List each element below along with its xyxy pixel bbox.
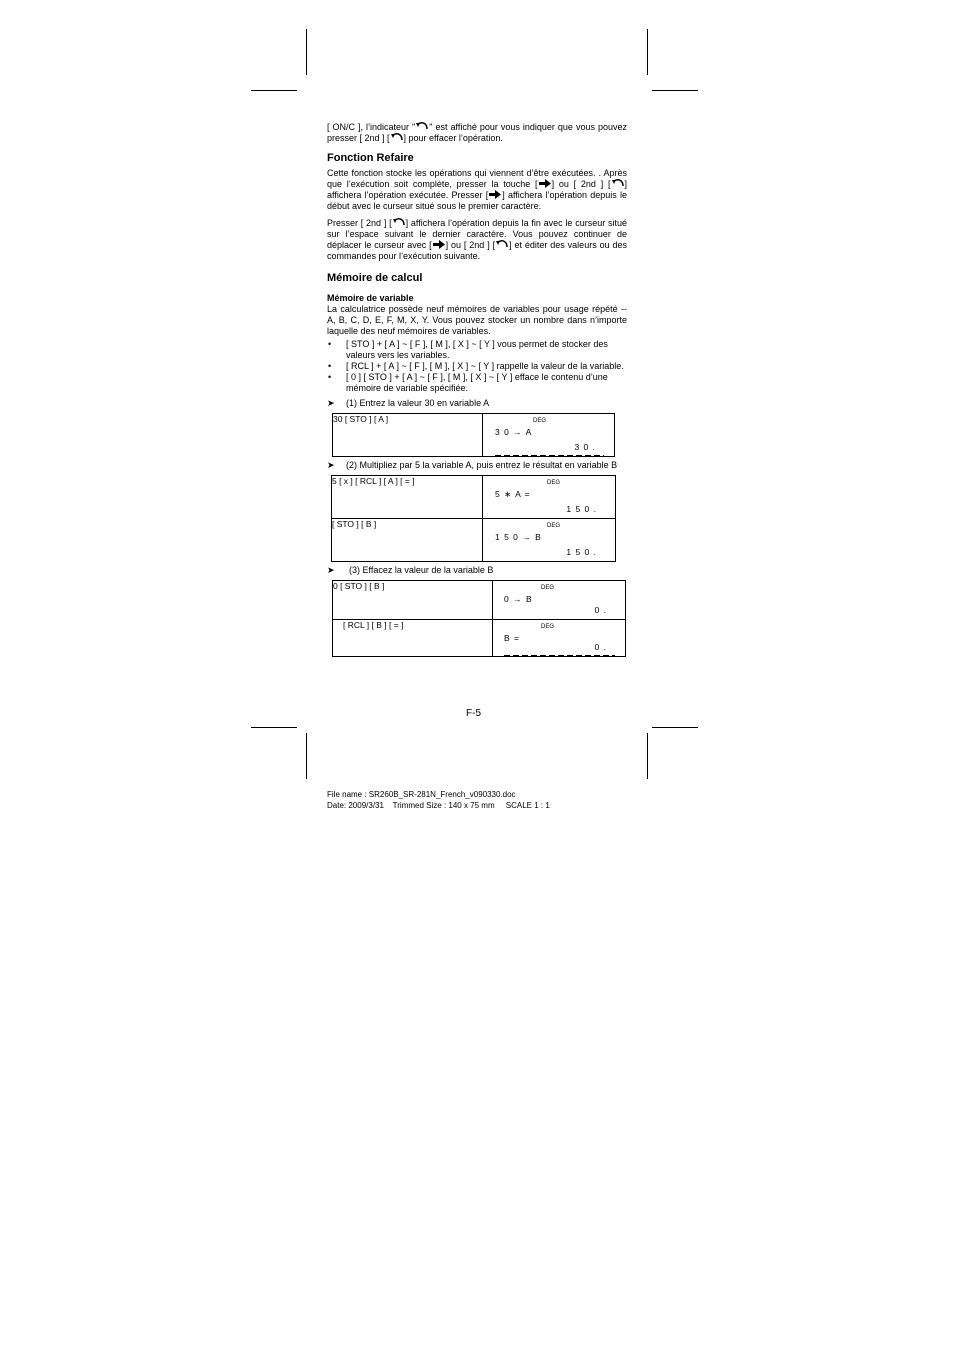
section-title-refaire: Fonction Refaire — [327, 152, 414, 164]
display-result: 1 5 0 . — [566, 504, 597, 514]
example-label: (1) Entrez la valeur 30 en variable A — [346, 398, 490, 408]
refaire-paragraph-2 — [327, 218, 627, 262]
calculator-display — [493, 620, 626, 657]
section-title-memoire: Mémoire de calcul — [327, 272, 423, 284]
file-footer — [327, 789, 550, 811]
display-expression: 0 → B — [504, 594, 533, 604]
calculator-display — [483, 519, 616, 562]
deg-indicator: DEG — [547, 480, 561, 486]
table-row — [333, 620, 626, 657]
keystroke-cell: 0 [ STO ] [ B ] — [333, 581, 493, 620]
display-underline — [495, 455, 604, 456]
text-span: ] ou [ 2nd ] [ — [551, 179, 611, 189]
example-table-2 — [331, 475, 616, 562]
table-row — [333, 581, 626, 620]
intro-paragraph — [327, 122, 627, 144]
display-underline — [504, 655, 615, 656]
memoire-intro: La calculatrice possède neuf mémoires de variables pour usage répété -- A, B, C, D, E, F, M, X, Y. Vous pouvez stocker un nombre dans n’importe laquelle des neuf mémoires de variables. — [327, 304, 627, 336]
example-step-3 — [327, 565, 627, 576]
right-arrow-icon — [488, 190, 502, 199]
page-number: F-5 — [466, 708, 481, 719]
keystroke-cell: 30 [ STO ] [ A ] — [333, 414, 483, 457]
display-expression: 1 5 0 → B — [495, 532, 542, 542]
example-step-1 — [327, 398, 627, 409]
deg-indicator: DEG — [547, 523, 561, 529]
display-result: 0 . — [594, 605, 607, 615]
text-span: ] affichera l’opération depuis le début avec le curseur situé sous le premier caractère. — [327, 190, 627, 211]
list-item: • [ RCL ] + [ A ] ~ [ F ], [ M ], [ X ] ~ [ Y ] rappelle la valeur de la variable. — [327, 361, 627, 372]
display-result: 1 5 0 . — [566, 547, 597, 557]
display-result: 0 . — [594, 642, 607, 652]
crop-mark — [251, 90, 297, 91]
page-content — [327, 122, 627, 657]
table-row — [333, 414, 615, 457]
deg-indicator: DEG — [533, 418, 547, 424]
text-span: ] pour effacer l’opération. — [403, 133, 503, 143]
keystroke-cell: [ RCL ] [ B ] [ = ] — [333, 620, 493, 657]
calculator-display — [493, 581, 626, 620]
example-table-3 — [332, 580, 626, 657]
undo-arrow-icon — [390, 133, 404, 142]
text-span: Cette fonction stocke les opérations qui viennent d’être exécutées. . Après que l’exécution soit complète, presser la touche [ — [327, 168, 627, 189]
undo-arrow-icon — [495, 240, 509, 249]
crop-mark — [306, 733, 307, 779]
text-span: ] affichera l’opération depuis la fin avec le curseur situé sur l’espace suivant le dernier caractère. Vous pouvez continuer de déplacer le curseur avec [ — [327, 218, 627, 250]
arrowhead-bullet-icon: ➤ — [327, 460, 335, 470]
footer-filename: File name : SR260B_SR-281N_French_v090330.doc — [327, 790, 516, 799]
deg-indicator: DEG — [541, 585, 555, 591]
list-item: • [ STO ] + [ A ] ~ [ F ], [ M ], [ X ] ~ [ Y ] vous permet de stocker des valeurs vers les variables. — [327, 339, 627, 361]
right-arrow-icon — [432, 240, 446, 249]
display-expression: 5 ∗ A = — [495, 489, 531, 499]
list-item: • [ 0 ] [ STO ] + [ A ] ~ [ F ], [ M ], [ X ] ~ [ Y ] efface le contenu d’une mémoire de variable spécifiée. — [327, 372, 627, 394]
example-label: (3) Effacez la valeur de la variable B — [349, 565, 494, 575]
text-span: ] et éditer des valeurs ou des commandes pour l’exécution suivante. — [327, 240, 627, 261]
deg-indicator: DEG — [541, 624, 555, 630]
footer-date: Date: 2009/3/31 Trimmed Size : 140 x 75 mm SCALE 1 : 1 — [327, 801, 550, 810]
display-expression: B = — [504, 633, 520, 643]
example-label: (2) Multipliez par 5 la variable A, puis entrez le résultat en variable B — [346, 460, 618, 470]
arrowhead-bullet-icon: ➤ — [327, 398, 335, 408]
text-span: Presser [ 2nd ] [ — [327, 218, 392, 228]
crop-mark — [652, 90, 698, 91]
undo-arrow-icon — [392, 218, 406, 227]
text-span: [ ON/C ], l’indicateur " — [327, 122, 416, 132]
table-row — [332, 519, 616, 562]
crop-mark — [647, 733, 648, 779]
crop-mark — [652, 727, 698, 728]
display-expression: 3 0 → A — [495, 427, 533, 437]
undo-arrow-icon — [611, 179, 625, 188]
text-span: ] ou [ 2nd ] [ — [445, 240, 496, 250]
crop-mark — [251, 727, 297, 728]
refaire-paragraph-1 — [327, 168, 627, 212]
keystroke-cell: [ STO ] [ B ] — [332, 519, 483, 562]
subsection-title-variable: Mémoire de variable — [327, 293, 414, 303]
example-table-1 — [332, 413, 615, 457]
undo-arrow-icon — [415, 122, 429, 131]
crop-mark — [647, 29, 648, 75]
right-arrow-icon — [538, 179, 552, 188]
text-span: " est affiché pour vous indiquer que vous pouvez presser [ 2nd ] [ — [327, 122, 627, 143]
arrowhead-bullet-icon: ➤ — [327, 565, 335, 575]
text-span: ] affichera l’opération exécutée. Presser [ — [327, 179, 628, 200]
display-result: 3 0 . — [574, 442, 596, 452]
calculator-display — [483, 414, 615, 457]
crop-mark — [306, 29, 307, 75]
table-row — [332, 476, 616, 519]
example-step-2 — [327, 460, 627, 471]
keystroke-cell: 5 [ x ] [ RCL ] [ A ] [ = ] — [332, 476, 483, 519]
bullet-list — [327, 339, 627, 394]
calculator-display — [483, 476, 616, 519]
